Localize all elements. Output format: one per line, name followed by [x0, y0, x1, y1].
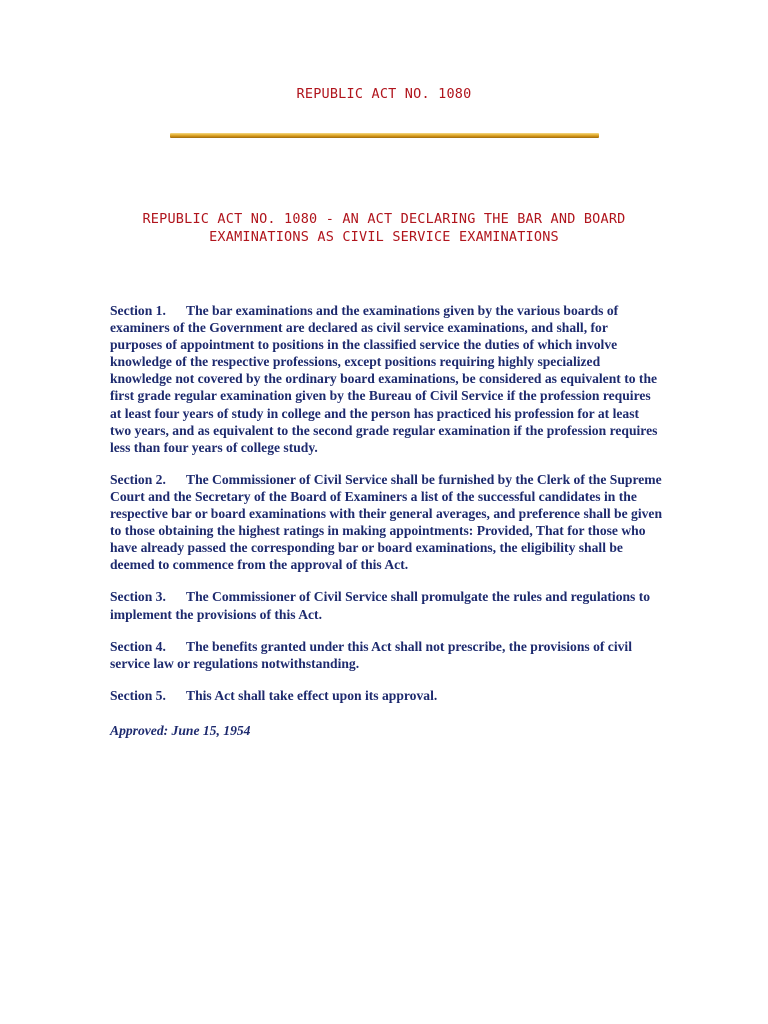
- section-text: The benefits granted under this Act shall not prescribe, the provisions of civil service law or regulations notwithstanding.: [110, 638, 632, 671]
- section-number: Section 2.: [110, 471, 166, 487]
- section-number: Section 1.: [110, 303, 166, 318]
- section-4: [110, 638, 662, 672]
- act-subtitle-line-2: EXAMINATIONS AS CIVIL SERVICE EXAMINATIONS: [209, 229, 559, 245]
- gold-divider: [170, 133, 599, 138]
- section-1: [110, 302, 662, 456]
- act-body: [110, 302, 662, 754]
- section-text: The bar examinations and the examinations given by the various boards of examiners of the Government are declared as civil service examinations, and shall, for purposes of appointment to positions in the classified service the duties of which involve knowledge of the respective professions, except positions requiring highly specialized knowledge not covered by the ordinary board examinations, be considered as equivalent to the first grade regular examination given by the Bureau of Civil Service if the profession requires at least four years of study in college and the person has practiced his profession for at least two years, and as equivalent to the second grade regular examination if the profession requires less than four years of college study.: [110, 303, 658, 455]
- section-text: This Act shall take effect upon its approval.: [186, 687, 438, 703]
- act-subtitle: [0, 210, 768, 246]
- section-2: [110, 471, 662, 574]
- section-5: [110, 687, 662, 704]
- section-number: Section 5.: [110, 687, 166, 703]
- section-3: [110, 588, 662, 622]
- act-subtitle-line-1: REPUBLIC ACT NO. 1080 - AN ACT DECLARING THE BAR AND BOARD: [142, 211, 626, 227]
- section-text: The Commissioner of Civil Service shall be furnished by the Clerk of the Supreme Court and the Secretary of the Board of Examiners a list of the successful candidates in the respective bar or board examinations with their general averages, and preference shall be given to those obtaining the highest ratings in making appointments: Provided, That for those who have already passed the corresponding bar or board examinations, the eligibility shall be deemed to commence from the approval of this Act.: [110, 471, 663, 573]
- approval-date: Approved: June 15, 1954: [110, 722, 251, 738]
- page-title: REPUBLIC ACT NO. 1080: [296, 86, 472, 102]
- section-number: Section 4.: [110, 638, 166, 654]
- section-number: Section 3.: [110, 589, 166, 605]
- section-text: The Commissioner of Civil Service shall promulgate the rules and regulations to implement the provisions of this Act.: [110, 589, 651, 622]
